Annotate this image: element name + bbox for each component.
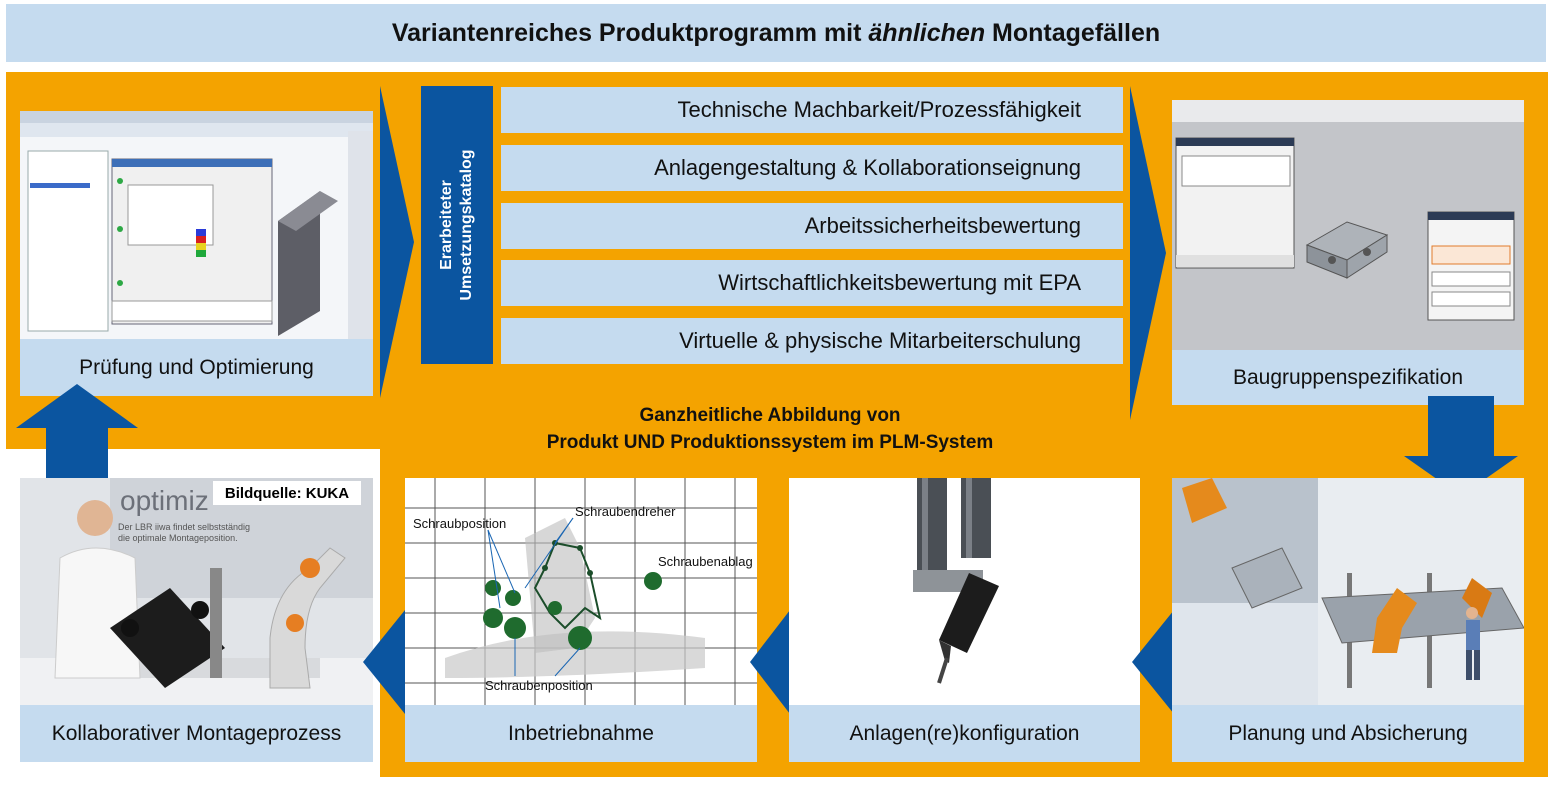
robot-cell-simulation <box>1172 478 1524 705</box>
criterion-label: Arbeitssicherheitsbewertung <box>804 213 1081 238</box>
title-prefix: Variantenreiches Produktprogramm mit <box>391 18 862 47</box>
annotation-schraubposition: Schraubposition <box>413 516 507 531</box>
software-screenshot-pruefung <box>20 111 373 339</box>
chevron-right-arrow-right <box>1130 86 1166 420</box>
criterion-label: Technische Machbarkeit/Prozessfähigkeit <box>677 97 1081 122</box>
annotation-schraubendreher: Schraubendreher <box>575 504 676 519</box>
title-suffix: Montagefällen <box>992 18 1161 47</box>
annotation-schraubenablage: Schraubenablag <box>658 554 753 569</box>
criterion-label: Wirtschaftlichkeitsbewertung mit EPA <box>718 270 1081 295</box>
point-cloud-scan <box>405 478 757 705</box>
plm-statement-line1: Ganzheitliche Abbildung von <box>639 405 901 426</box>
criterion-item <box>501 318 1123 364</box>
step-kollaborativer-montageprozess <box>20 705 373 762</box>
step-kollab-label: Kollaborativer Montageprozess <box>51 721 342 745</box>
arrow-left-icon <box>363 610 405 714</box>
kuka-poster-line1: Der LBR iiwa findet selbstständig <box>118 522 251 532</box>
arrow-up-icon <box>16 384 138 488</box>
catalog-line2: Umsetzungskatalog <box>458 149 475 301</box>
arrow-left-icon <box>750 610 790 714</box>
arrow-left-icon <box>1132 610 1174 714</box>
step-inbetrieb-label: Inbetriebnahme <box>508 721 654 745</box>
umsetzungskatalog-box <box>421 86 493 364</box>
criterion-item <box>501 203 1123 249</box>
kuka-poster-line2: die optimale Montageposition. <box>118 533 238 543</box>
kuka-photo <box>20 478 373 705</box>
catalog-line1: Erarbeiteter <box>438 180 455 270</box>
cad-screenshot-baugruppe <box>1172 100 1524 350</box>
title-emphasis: ähnlichen <box>868 18 986 47</box>
criterion-label: Virtuelle & physische Mitarbeiterschulung <box>679 328 1081 353</box>
step-anlagen-label: Anlagen(re)konfiguration <box>849 721 1080 745</box>
chevron-right-arrow-left <box>380 86 414 398</box>
step-pruefung-label: Prüfung und Optimierung <box>79 355 314 379</box>
criterion-item <box>501 145 1123 191</box>
annotation-schraubenposition: Schraubenposition <box>485 678 593 693</box>
plm-statement <box>470 402 1070 456</box>
criterion-item <box>501 260 1123 306</box>
step-baugruppe-label: Baugruppenspezifikation <box>1233 365 1463 389</box>
step-anlagen-rekonfiguration <box>789 705 1140 762</box>
page-title <box>6 4 1546 62</box>
screwdriver-rendering <box>789 478 1140 705</box>
criterion-label: Anlagengestaltung & Kollaborationseignung <box>654 155 1081 180</box>
kuka-poster-heading: optimiz <box>120 485 209 516</box>
step-inbetriebnahme <box>405 705 757 762</box>
step-planung-und-absicherung <box>1172 705 1524 762</box>
image-source-tag: Bildquelle: KUKA <box>213 481 361 505</box>
criterion-item <box>501 87 1123 133</box>
step-planung-label: Planung und Absicherung <box>1228 721 1468 745</box>
plm-statement-line2: Produkt UND Produktionssystem im PLM-System <box>546 432 994 453</box>
